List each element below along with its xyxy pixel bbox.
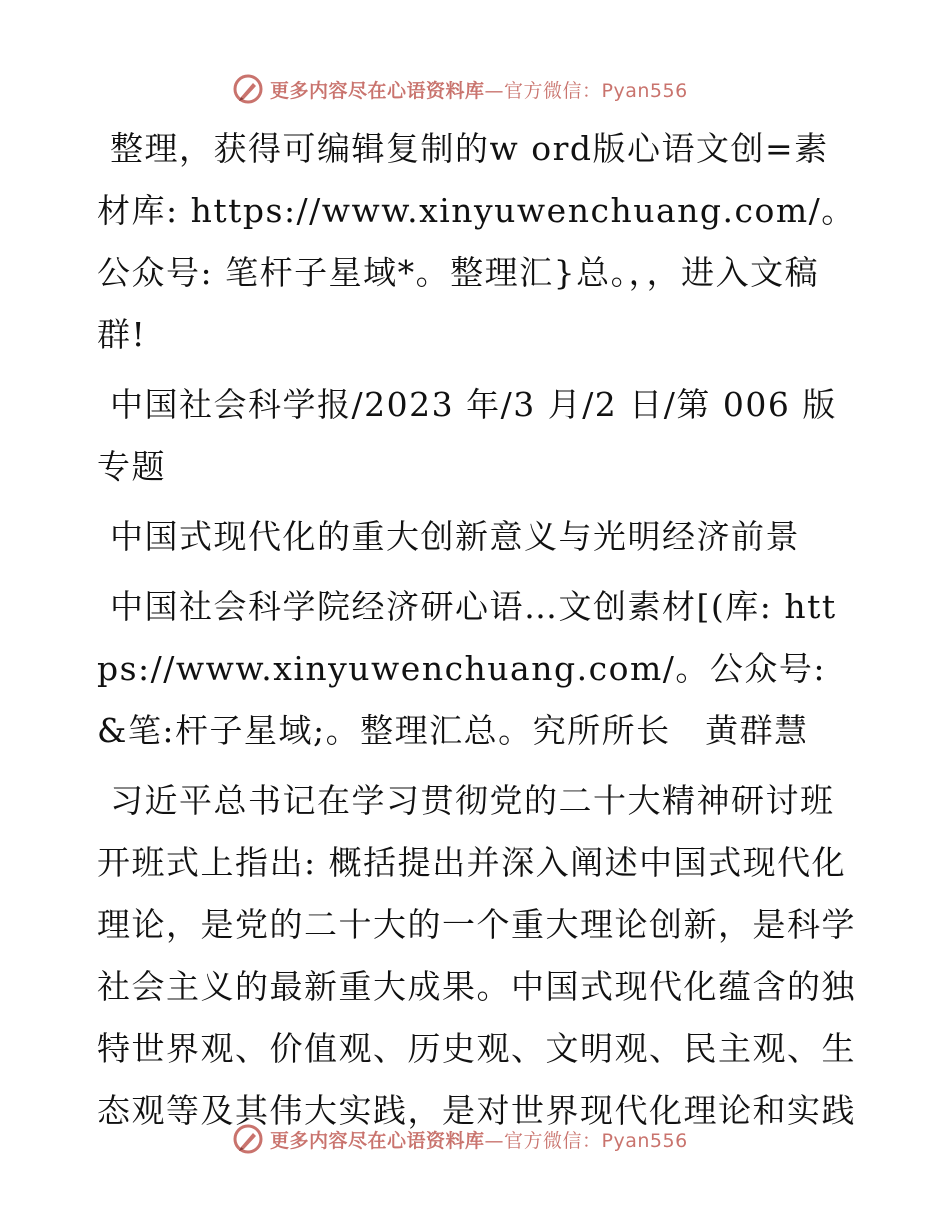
footer-watermark xyxy=(232,1122,752,1156)
pen-logo-icon xyxy=(232,1123,264,1155)
source-line: 中国社会科学报/2023 年/3 月/2 日/第 006 版专题 xyxy=(97,385,837,486)
watermark-text xyxy=(270,76,688,103)
intro-paragraph: 整理，获得可编辑复制的w ord版心语文创=素材库: https://www.xinyuwenchuang.com/。公众号: 笔杆子星域*。整理汇}总。，，进入文稿群! xyxy=(97,129,856,354)
watermark-main-text: 更多内容尽在心语资料库 xyxy=(270,1129,485,1152)
article-title: 中国式现代化的重大创新意义与光明经济前景 xyxy=(110,517,800,556)
author-line: 中国社会科学院经济研心语…文创素材[(库: https://www.xinyuwenchuang.com/。公众号: &笔:杆子星域;。整理汇总。究所所长 黄群慧 xyxy=(97,587,837,750)
watermark-wechat-label: 官方微信： xyxy=(504,79,602,102)
watermark-wechat-id: Pyan556 xyxy=(601,1129,688,1152)
watermark-wechat-label: 官方微信： xyxy=(504,1129,602,1152)
document-body xyxy=(97,118,857,1150)
pen-logo-icon xyxy=(232,73,264,105)
watermark-text xyxy=(270,1126,688,1153)
watermark-separator: — xyxy=(484,79,505,102)
watermark-wechat-id: Pyan556 xyxy=(601,79,688,102)
header-watermark xyxy=(232,72,752,106)
watermark-separator: — xyxy=(484,1129,505,1152)
watermark-main-text: 更多内容尽在心语资料库 xyxy=(270,79,485,102)
body-paragraph: 习近平总书记在学习贯彻党的二十大精神研讨班开班式上指出: 概括提出并深入阐述中国式现代化理论，是党的二十大的一个重大理论创新，是科学社会主义的最新重大成果。中国式现代化蕴含的独特世界观、价值观、历史观、文明观、民主观、生态观等及其伟大实践，是对世界现代化理论和实践 xyxy=(97,781,856,1130)
